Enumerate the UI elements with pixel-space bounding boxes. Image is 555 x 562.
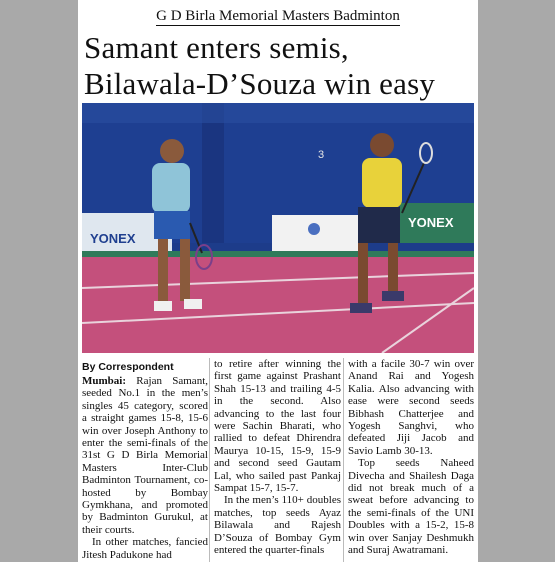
kicker xyxy=(78,8,478,25)
article-column-1 xyxy=(82,375,208,561)
byline: By Correspondent xyxy=(82,361,174,373)
newspaper-clipping xyxy=(78,0,478,562)
headline xyxy=(84,30,476,102)
news-photo xyxy=(82,103,474,353)
article-column-3 xyxy=(348,358,474,557)
banner-right: YONEX xyxy=(408,215,454,230)
paragraph-text: Rajan Samant, seeded No.1 in the men’s singles 45 category, scored a straight games 15-8, 15-6 win over Joseph Anthony to enter the semi-finals of the 31st G D Birla Memorial Masters Inter-Club Badminton Tournament, co-hosted by Bombay Gymkhana, and promoted by Badminton Gurukul, at their courts. xyxy=(82,375,208,536)
article-column-2 xyxy=(214,358,341,557)
dateline: Mumbai: xyxy=(82,375,126,387)
headline-line-2: Bilawala-D’Souza win easy xyxy=(84,66,436,101)
paragraph: In other matches, fancied Jitesh Padukone had xyxy=(82,536,208,561)
paragraph: Top seeds Naheed Divecha and Shailesh Daga did not break much of a sweat before advancing to the semi-finals of the UNI Doubles with a 15-2, 15-8 win over Sanjay Deshmukh and Suraj Awatramani. xyxy=(348,457,474,557)
badminton-players-photo xyxy=(82,103,474,353)
paragraph: In the men’s 110+ doubles matches, top seeds Ayaz Bilawala and Rajesh D’Souza of Bombay Gym entered the quarter-finals xyxy=(214,494,341,557)
paragraph: to retire after winning the first game against Prashant Shah 15-13 and trailing 4-5 in the second. Also advancing to the last four were Sachin Bharati, who rallied to defeat Dhirendra Maurya 10-15, 15-9, 15-9 and second seed Gautam Lal, who sailed past Pankaj Sampat 15-7, 15-7. xyxy=(214,358,341,495)
paragraph: with a facile 30-7 win over Anand Rai and Yogesh Kalia. Also advancing with ease were second seeds Bibhash Chatterjee and Yogesh Sanghvi, who defeated Jiji Jacob and Savio Lamb 30-13. xyxy=(348,358,474,457)
column-divider xyxy=(209,358,210,562)
kicker-text: G D Birla Memorial Masters Badminton xyxy=(156,8,400,24)
column-divider xyxy=(343,358,344,562)
headline-line-1: Samant enters semis, xyxy=(84,30,349,65)
scoreboard-number: 3 xyxy=(318,149,325,161)
paragraph xyxy=(82,375,208,536)
banner-left: YONEX xyxy=(90,231,136,246)
